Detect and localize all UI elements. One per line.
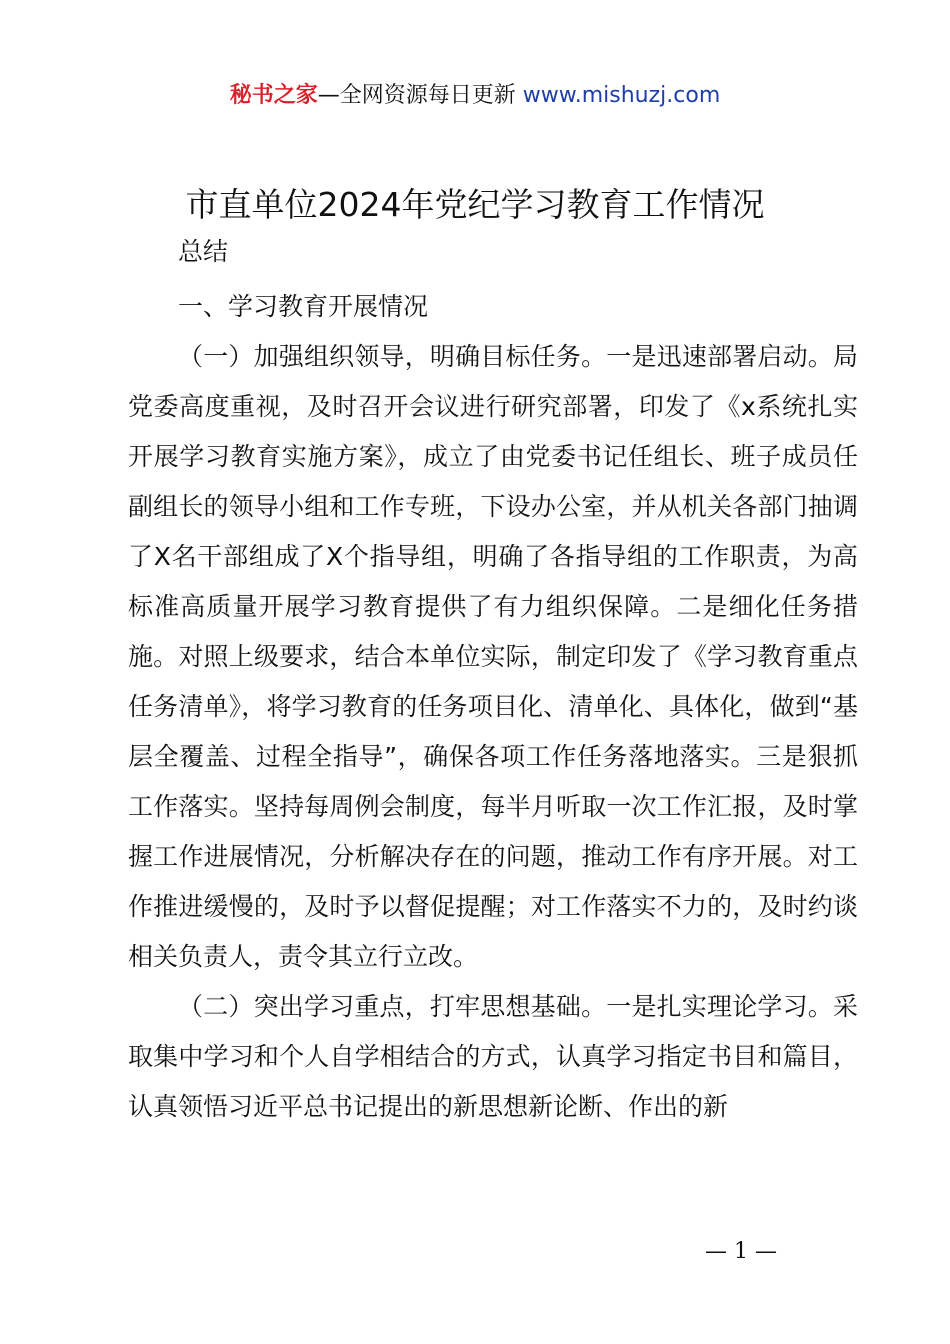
- brand-name: 秘书之家: [229, 83, 318, 108]
- header-tagline: —全网资源每日更新: [317, 83, 516, 108]
- document-title-continuation: 总结: [178, 237, 229, 266]
- section-heading: 一、学习教育开展情况: [178, 292, 429, 321]
- site-url-link[interactable]: www.mishuzj.com: [522, 83, 721, 108]
- document-body: [128, 282, 858, 1132]
- paragraph: （二）突出学习重点，打牢思想基础。一是扎实理论学习。采取集中学习和个人自学相结合的方式，认真学习指定书目和篇目，认真领悟习近平总书记提出的新思想新论断、作出的新: [128, 992, 858, 1121]
- paragraph: （一）加强组织领导，明确目标任务。一是迅速部署启动。局党委高度重视，及时召开会议进行研究部署，印发了《x系统扎实开展学习教育实施方案》，成立了由党委书记任组长、班子成员任副组长的领导小组和工作专班，下设办公室，并从机关各部门抽调了X名干部组成了X个指导组，明确了各指导组的工作职责，为高标准高质量开展学习教育提供了有力组织保障。二是细化任务措施。对照上级要求，结合本单位实际，制定印发了《学习教育重点任务清单》，将学习教育的任务项目化、清单化、具体化，做到“基层全覆盖、过程全指导”，确保各项工作任务落地落实。三是狠抓工作落实。坚持每周例会制度，每半月听取一次工作汇报，及时掌握工作进展情况，分析解决存在的问题，推动工作有序开展。对工作推进缓慢的，及时予以督促提醒；对工作落实不力的，及时约谈相关负责人，责令其立行立改。: [128, 342, 858, 971]
- document-title: 市直单位2024年党纪学习教育工作情况: [185, 185, 765, 224]
- site-header: [0, 80, 950, 112]
- page-number: — 1 —: [705, 1239, 777, 1264]
